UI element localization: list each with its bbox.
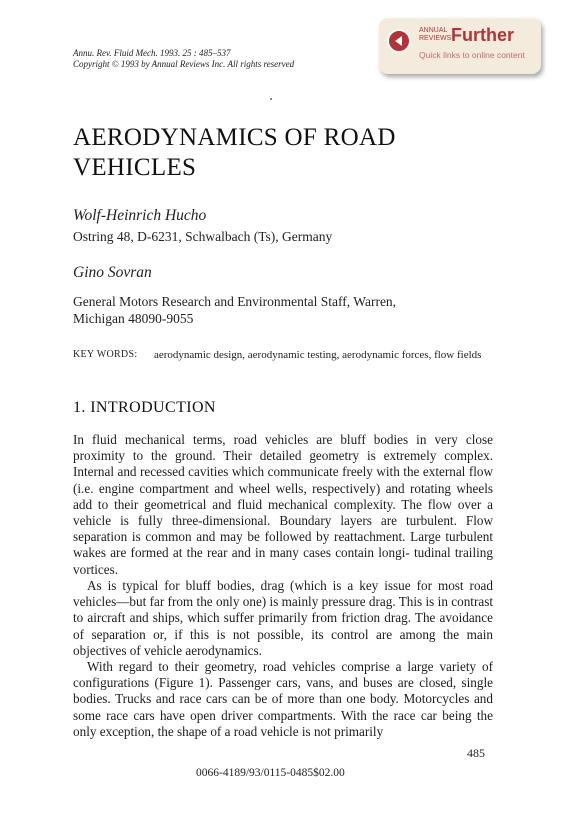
author-name-2: Gino Sovran (73, 264, 152, 281)
speck (270, 98, 272, 100)
article-title: AERODYNAMICS OF ROAD VEHICLES (73, 124, 396, 181)
play-back-icon (387, 29, 411, 53)
page-number: 485 (467, 746, 485, 760)
section-heading: 1. INTRODUCTION (73, 399, 216, 416)
footer-code: 0066-4189/93/0115-0485$02.00 (196, 767, 345, 779)
author-name-1: Wolf-Heinrich Hucho (73, 207, 207, 224)
further-badge[interactable] (379, 18, 541, 74)
author-affiliation-1: Ostring 48, D-6231, Schwalbach (Ts), Germany (73, 229, 333, 244)
paragraph-3: With regard to their geometry, road vehicles comprise a large variety of configurations (Figure 1). Passenger cars, vans, and buses are closed, single bodies. Trucks and race cars can be of more than one body. Motorcycles and some race cars have open driver compartments. With the race car being the only exception, the shape of a road vehicle is not primarily (73, 659, 493, 739)
citation-line-2: Copyright © 1993 by Annual Reviews Inc. All rights reserved (73, 59, 295, 69)
paragraph-1: In fluid mechanical terms, road vehicles are bluff bodies in very close proximity to the ground. Their detailed geometry is extremely complex. Internal and recessed cavities which communicate freely with the external flow (i.e. engine compartment and wheel wells, respectively) and rotating wheels add to their geometrical and fluid mechanical complexity. The flow over a vehicle is fully three-dimensional. Boundary layers are turbulent. Flow separation is common and may be followed by reattachment. Large turbulent wakes are formed at the rear and in many cases contain longi- tudinal trailing vortices. (73, 432, 493, 577)
author-affiliation-2: General Motors Research and Environmental Staff, Warren, Michigan 48090-9055 (73, 294, 397, 326)
keywords-text: aerodynamic design, aerodynamic testing, aerodynamic forces, flow fields (154, 349, 482, 361)
keywords-label: KEY WORDS: (73, 349, 138, 360)
citation-line-1: Annu. Rev. Fluid Mech. 1993. 25 : 485–537 (73, 48, 231, 58)
citation (73, 48, 294, 70)
paragraph-2: As is typical for bluff bodies, drag (which is a key issue for most road vehicles—but far from the only one) is mainly pressure drag. This is in contrast to aircraft and ships, which suffer primarily from friction drag. The avoidance of separation or, if this is not possible, its control are among the main objectives of vehicle aerodynamics. (73, 578, 493, 658)
badge-quick-links: Quick links to online content (419, 50, 525, 60)
badge-further-label: Further (451, 25, 514, 45)
annual-reviews-logo-text: ANNUAL REVIEWS (419, 27, 452, 42)
